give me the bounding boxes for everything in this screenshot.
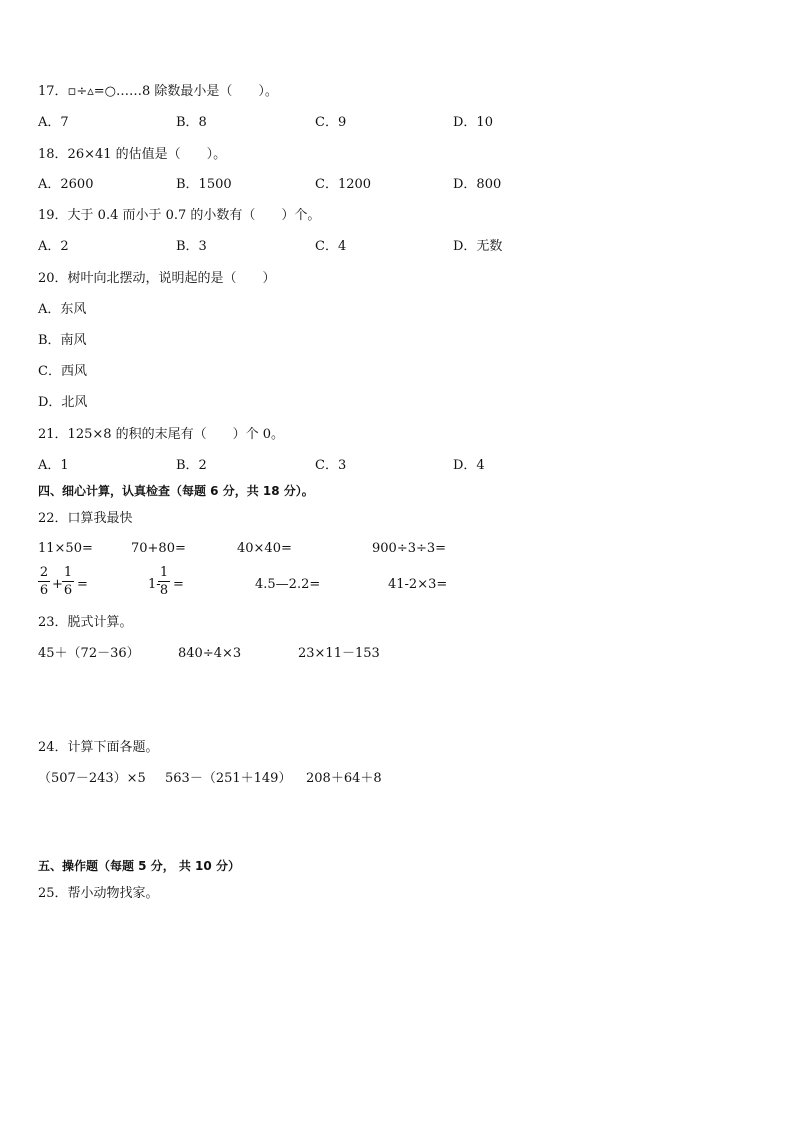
q17-option-d[interactable]: D．10 xyxy=(453,115,493,130)
q17-option-a[interactable]: A．7 xyxy=(38,115,69,130)
q19-stem: 19．大于 0.4 而小于 0.7 的小数有（ ）个。 xyxy=(38,208,321,223)
q17-option-c[interactable]: C．9 xyxy=(315,115,347,130)
q24-item-3: 208＋64＋8 xyxy=(306,771,382,786)
q23-item-3: 23×11－153 xyxy=(298,646,380,661)
q22-item-7: 4.5—2.2= xyxy=(255,577,321,592)
q22-fraction-c: 1 8 xyxy=(159,565,169,598)
q23-stem: 23．脱式计算。 xyxy=(38,615,133,630)
q22-item-4: 900÷3÷3= xyxy=(372,541,447,556)
q18-option-b[interactable]: B．1500 xyxy=(176,177,232,192)
q21-option-b[interactable]: B．2 xyxy=(176,458,207,473)
q22-item-3: 40×40= xyxy=(237,541,292,556)
q18-option-a[interactable]: A．2600 xyxy=(38,177,94,192)
q22-equals-1: = xyxy=(77,577,88,592)
q22-item-8: 41-2×3= xyxy=(388,577,448,592)
q21-option-d[interactable]: D．4 xyxy=(453,458,485,473)
q22-item-2: 70+80= xyxy=(131,541,186,556)
q22-fraction-b: 1 6 xyxy=(63,565,73,598)
q22-plus-sign: + xyxy=(52,577,63,592)
q18-option-c[interactable]: C．1200 xyxy=(315,177,372,192)
section-5-title: 五、操作题（每题 5 分， 共 10 分） xyxy=(38,859,240,873)
q22-stem: 22．口算我最快 xyxy=(38,511,133,526)
q22-item-1: 11×50= xyxy=(38,541,93,556)
q23-item-1: 45＋（72－36） xyxy=(38,646,140,661)
q23-item-2: 840÷4×3 xyxy=(178,646,242,661)
q20-option-d[interactable]: D．北风 xyxy=(38,395,88,410)
q22-one-minus: 1- xyxy=(148,577,161,592)
q20-option-c[interactable]: C．西风 xyxy=(38,364,87,379)
q20-stem: 20．树叶向北摆动，说明起的是（ ） xyxy=(38,271,276,286)
q19-option-b[interactable]: B．3 xyxy=(176,239,207,254)
q17-stem: 17．▫÷▵=○……8 除数最小是（ ）。 xyxy=(38,84,278,99)
q22-equals-2: = xyxy=(173,577,184,592)
q25-stem: 25．帮小动物找家。 xyxy=(38,886,159,901)
q19-option-d[interactable]: D．无数 xyxy=(453,239,503,254)
q21-stem: 21．125×8 的积的末尾有（ ）个 0。 xyxy=(38,427,285,442)
q24-item-1: （507－243）×5 xyxy=(38,771,146,786)
q19-option-a[interactable]: A．2 xyxy=(38,239,69,254)
q20-option-a[interactable]: A．东风 xyxy=(38,302,87,317)
q22-fraction-a: 2 6 xyxy=(39,565,49,598)
q21-option-a[interactable]: A．1 xyxy=(38,458,69,473)
q24-stem: 24．计算下面各题。 xyxy=(38,740,159,755)
q19-option-c[interactable]: C．4 xyxy=(315,239,347,254)
section-4-title: 四、细心计算，认真检查（每题 6 分，共 18 分）。 xyxy=(38,484,314,498)
q17-option-b[interactable]: B．8 xyxy=(176,115,207,130)
q21-option-c[interactable]: C．3 xyxy=(315,458,347,473)
q18-option-d[interactable]: D．800 xyxy=(453,177,502,192)
q24-item-2: 563－（251＋149） xyxy=(165,771,292,786)
q18-stem: 18．26×41 的估值是（ ）。 xyxy=(38,147,227,162)
q20-option-b[interactable]: B．南风 xyxy=(38,333,87,348)
